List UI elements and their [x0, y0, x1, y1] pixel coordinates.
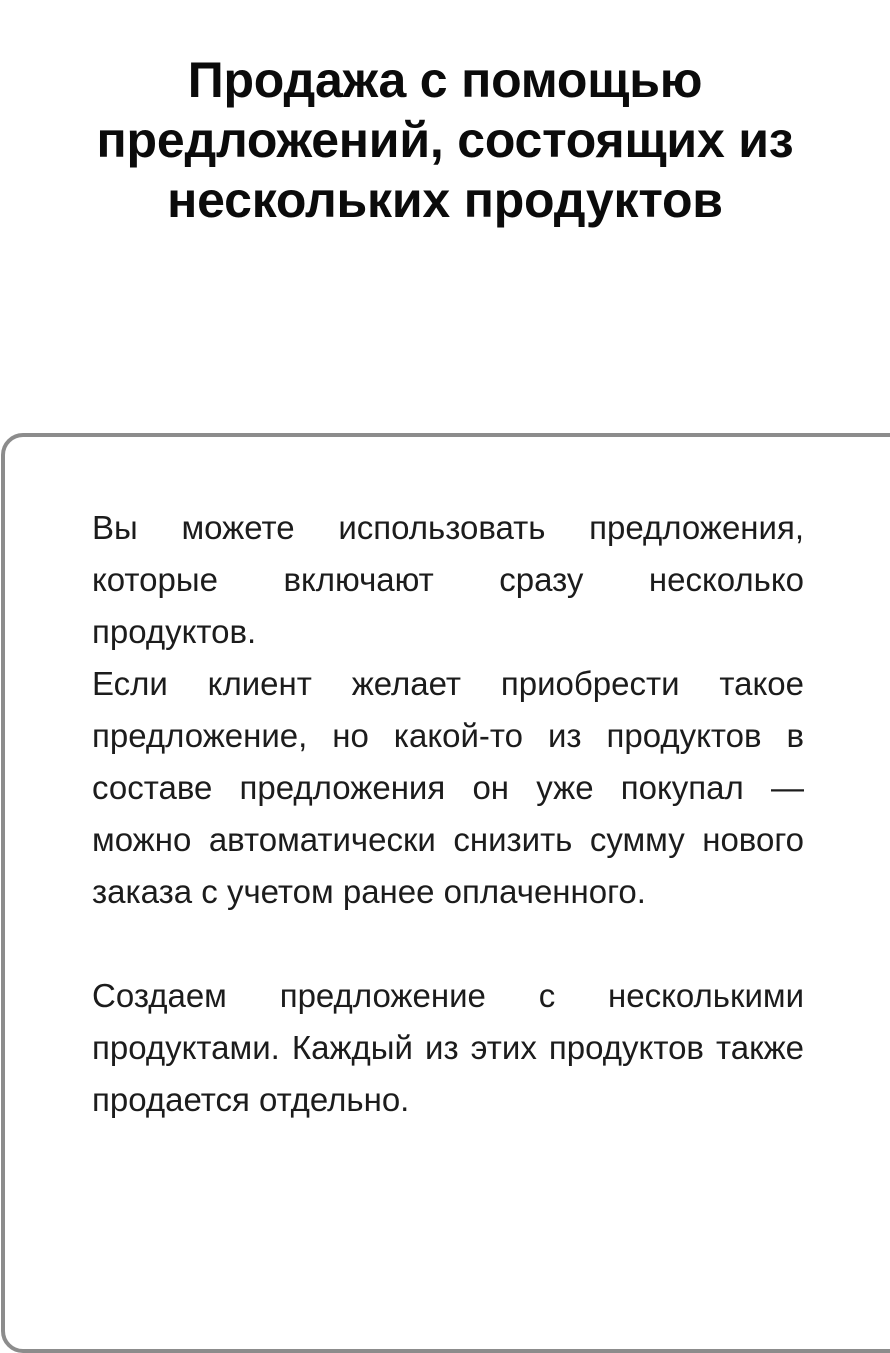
- page-title-line-2: предложений, состоящих из: [96, 112, 794, 168]
- paragraph-intro: Вы можете использовать предложения, которые включают сразу несколько продуктов.: [92, 509, 804, 650]
- paragraph-discount: Если клиент желает приобрести такое предложение, но какой-то из продуктов в составе предложения он уже покупал — можно автоматически снизить сумму нового заказа с учетом ранее оплаченного.: [92, 665, 804, 910]
- card-body: [92, 502, 804, 1126]
- page-title-line-3: нескольких продуктов: [167, 172, 723, 228]
- paragraph-spacer: [92, 918, 804, 970]
- page-title: [0, 50, 890, 230]
- page-title-line-1: Продажа с помощью: [187, 52, 703, 108]
- paragraph-create-offer: Создаем предложение с несколькими продуктами. Каждый из этих продуктов также продается отдельно.: [92, 977, 804, 1118]
